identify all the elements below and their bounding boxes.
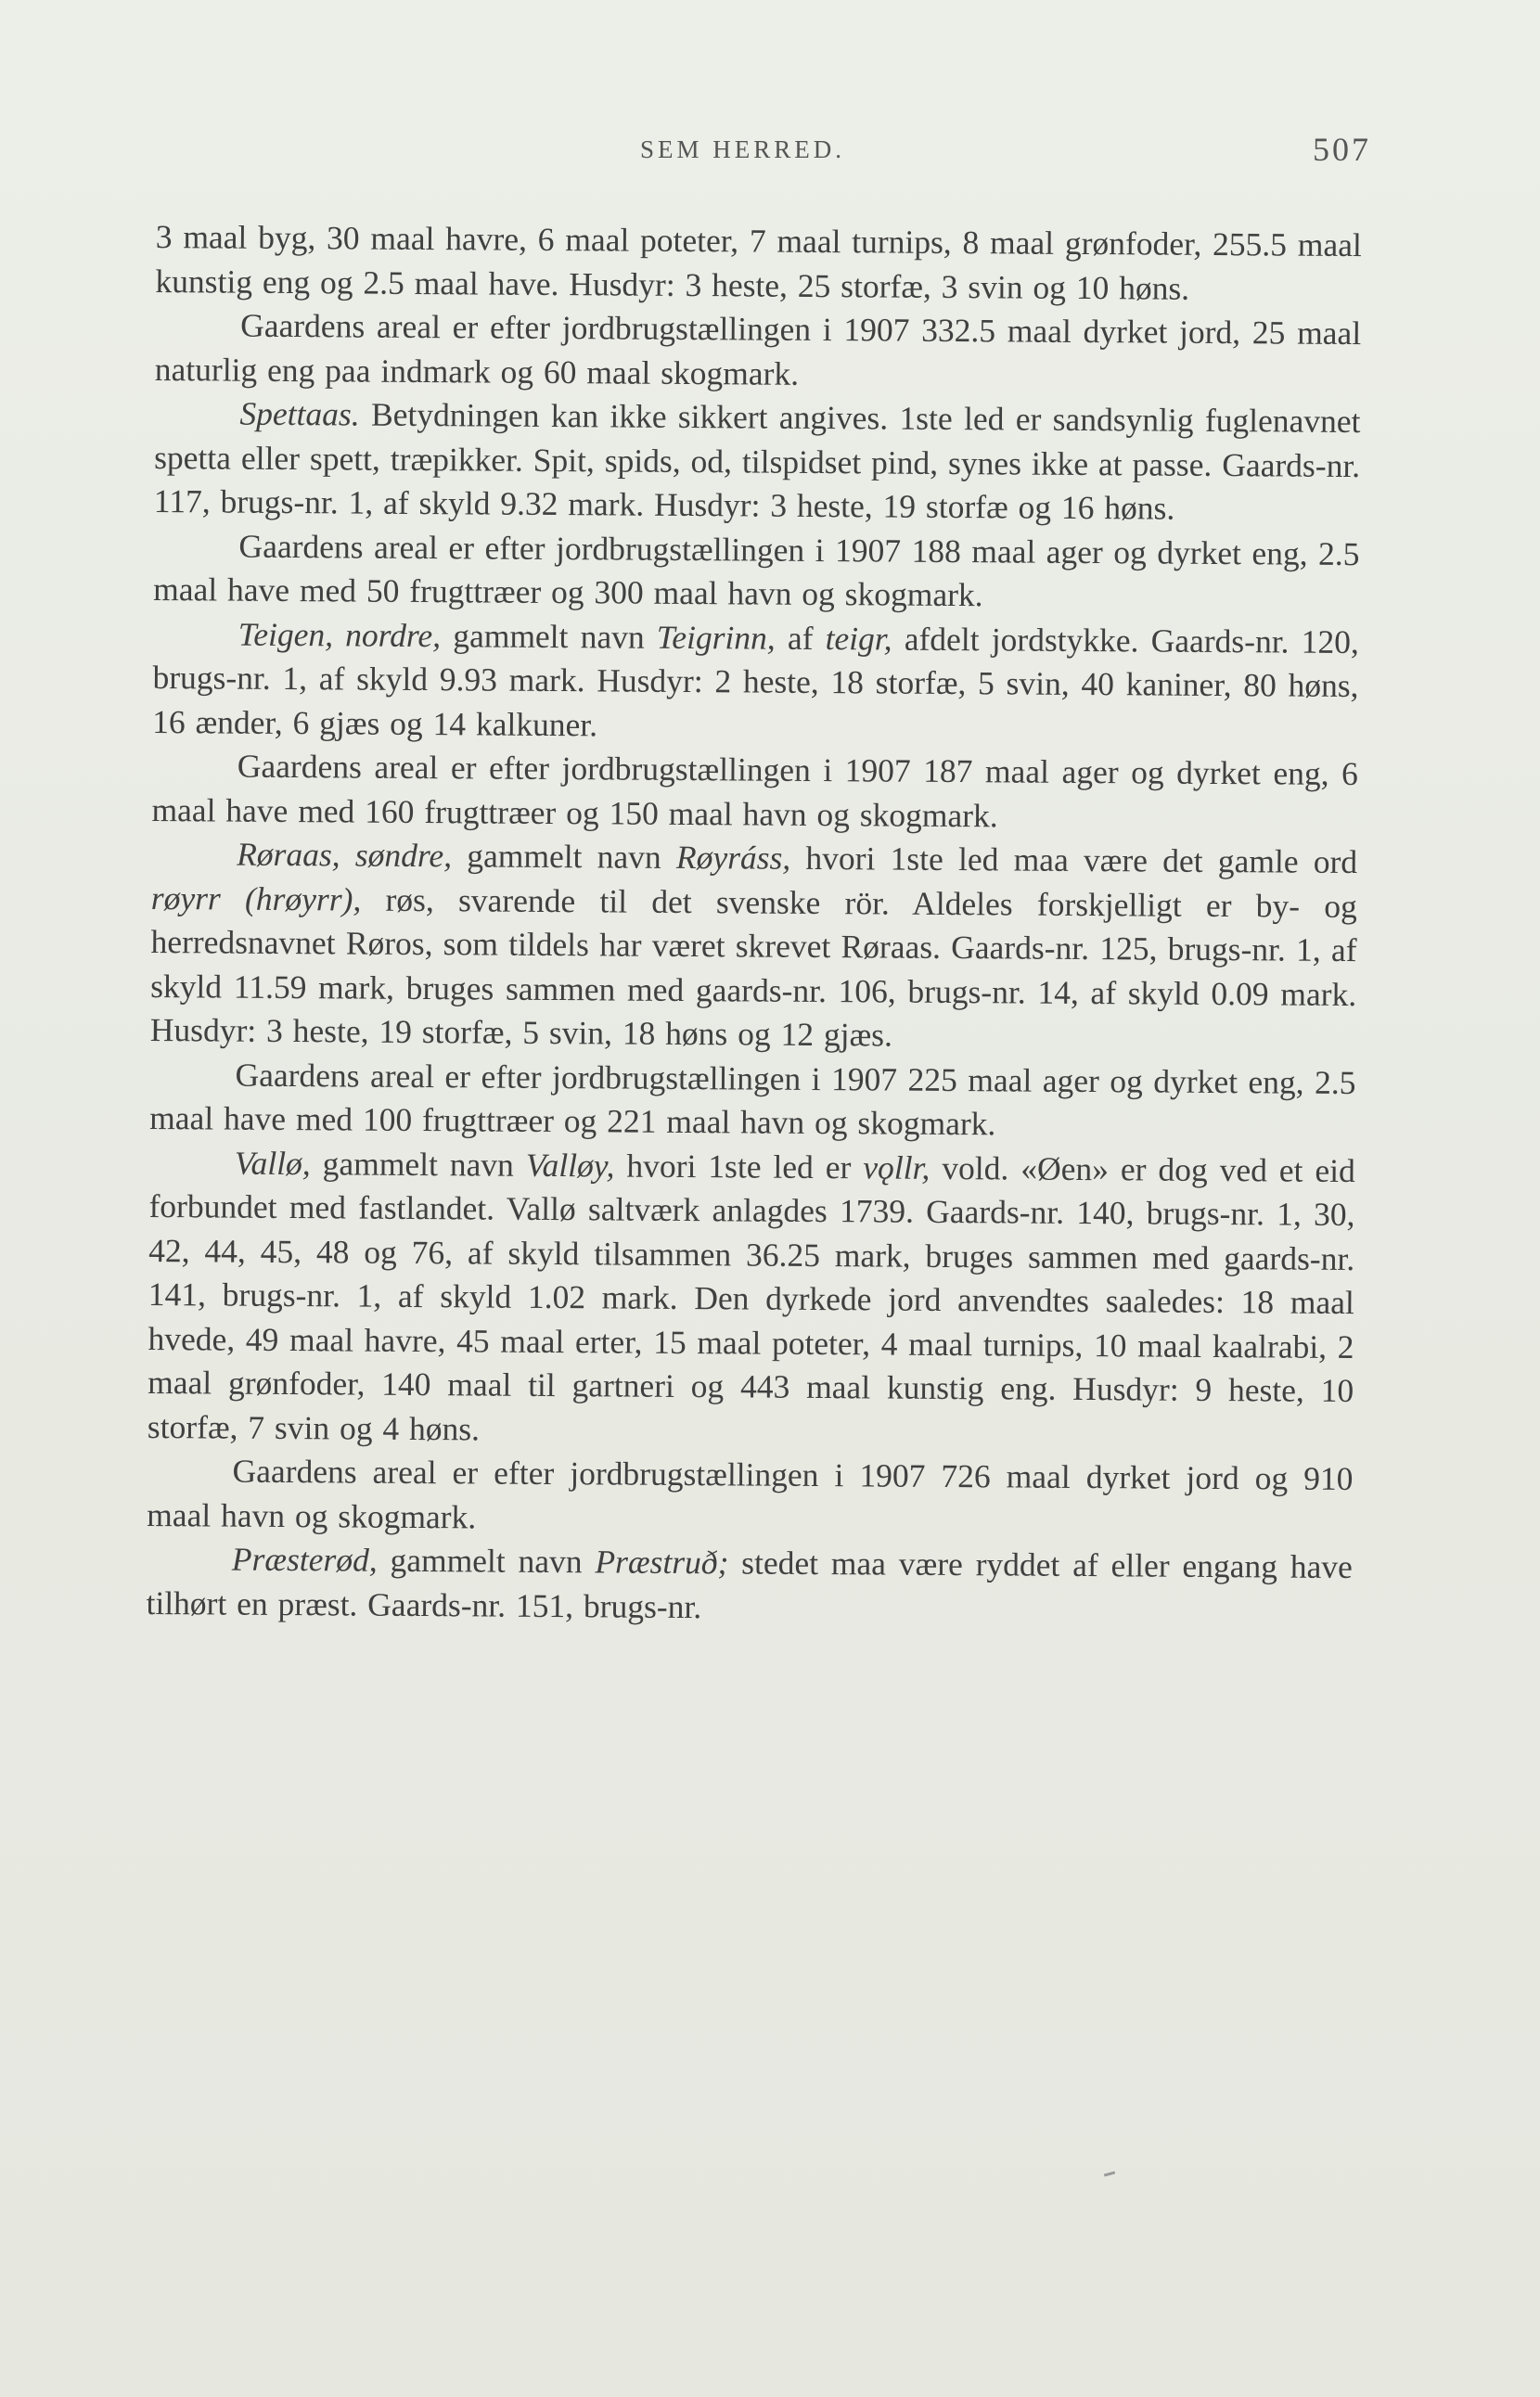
- paragraph-text: stedet maa være ryddet af eller engang have tilhørt en præst. Gaards-nr. 151, brugs-nr.: [146, 1544, 1354, 1625]
- paragraph-text: Gaardens areal er efter jordbrugstællingen i 1907 332.5 maal dyrket jord, 25 maal naturlig eng paa indmark og 60 maal skogmark.: [154, 306, 1362, 392]
- etymology-word: vǫllr,: [863, 1147, 930, 1186]
- paragraph-text: gammelt navn: [310, 1144, 526, 1184]
- paragraph-farm-vallo: [148, 1140, 1355, 1457]
- paragraph-text: gammelt navn: [440, 616, 657, 656]
- farm-name: Røraas, søndre,: [237, 835, 453, 875]
- paragraph-farm-spettaas: [154, 391, 1361, 532]
- paragraph-farm-roraas: [150, 832, 1358, 1061]
- paragraph-text: røs, svarende til det svenske rör. Aldeles forskjelligt er by- og herredsnavnet Røros, som tildels har været skrevet Røraas. Gaards-nr. 125, brugs-nr. 1, af skyld 11.59 mark, bruges sammen med gaards-nr. 106, brugs-nr. 14, af skyld 0.09 mark. Husdyr: 3 heste, 19 storfæ, 5 svin, 18 høns og 12 gjæs.: [149, 880, 1357, 1054]
- farm-name: Spettaas.: [239, 394, 360, 433]
- paragraph-text: Gaardens areal er efter jordbrugstællingen i 1907 188 maal ager og dyrket eng, 2.5 maal have med 50 frugttræer og 300 maal havn og skogmark.: [153, 527, 1360, 614]
- paragraph-text: gammelt navn: [451, 837, 677, 876]
- paragraph-continuation: [155, 215, 1362, 312]
- paragraph-text: hvori 1ste led er: [614, 1146, 864, 1186]
- etymology-word: røyrr (hrøyrr),: [150, 878, 362, 918]
- paragraph-text: Gaardens areal er efter jordbrugstællingen i 1907 225 maal ager og dyrket eng, 2.5 maal have med 100 frugttræer og 221 maal havn og skogmark.: [149, 1056, 1356, 1143]
- running-title: SEM HERRED.: [640, 135, 846, 163]
- paragraph-area: [149, 1052, 1356, 1148]
- paragraph-farm-teigen: [152, 611, 1359, 752]
- old-name: Præstruð;: [595, 1543, 729, 1582]
- paragraph-text: 3 maal byg, 30 maal havre, 6 maal poteter, 7 maal turnips, 8 maal grønfoder, 255.5 maal kunstig eng og 2.5 maal have. Husdyr: 3 heste, 25 storfæ, 3 svin og 10 høns.: [155, 217, 1362, 307]
- paragraph-text: gammelt navn: [377, 1541, 596, 1581]
- paragraph-text: hvori 1ste led maa være det gamle ord: [790, 839, 1358, 881]
- paragraph-text: Gaardens areal er efter jordbrugstællingen i 1907 726 maal dyrket jord og 910 maal havn og skogmark.: [147, 1452, 1354, 1535]
- etymology-word: teigr,: [825, 619, 892, 658]
- paragraph-area: [153, 523, 1360, 620]
- body-text: [146, 215, 1362, 1634]
- page-header: [156, 130, 1371, 176]
- farm-name: Præsterød,: [231, 1540, 378, 1579]
- farm-name: Teigen, nordre,: [237, 615, 442, 654]
- old-name: Valløy,: [525, 1146, 615, 1184]
- old-name: Røyráss,: [675, 838, 791, 877]
- paragraph-area: [147, 1449, 1354, 1545]
- paragraph-farm-praesterod: [146, 1537, 1353, 1634]
- paragraph-text: Gaardens areal er efter jordbrugstællingen i 1907 187 maal ager og dyrket eng, 6 maal have med 160 frugttræer og 150 maal havn og skogmark.: [151, 747, 1358, 834]
- paragraph-text: Betydningen kan ikke sikkert angives. 1ste led er sandsynlig fuglenavnet spetta eller spett, træpikker. Spit, spids, od, tilspidset pind, synes ikke at passe. Gaards-nr. 117, brugs-nr. 1, af skyld 9.32 mark. Husdyr: 3 heste, 19 storfæ og 16 høns.: [153, 395, 1361, 527]
- paragraph-area: [151, 744, 1358, 840]
- old-name: Teigrinn,: [656, 618, 776, 657]
- paragraph-text: vold. «Øen» er dog ved et eid forbundet med fastlandet. Vallø saltværk anlagdes 1739. Gaards-nr. 140, brugs-nr. 1, 30, 42, 44, 45, 48 og 76, af skyld tilsammen 36.25 mark, bruges sammen med gaards-nr. 141, brugs-nr. 1, af skyld 1.02 mark. Den dyrkede jord anvendtes saaledes: 18 maal hvede, 49 maal havre, 45 maal erter, 15 maal poteter, 4 maal turnips, 10 maal kaalrabi, 2 maal grønfoder, 140 maal til gartneri og 443 maal kunstig eng. Husdyr: 9 heste, 10 storfæ, 7 svin og 4 høns.: [147, 1148, 1355, 1447]
- paragraph-area: [155, 303, 1362, 400]
- paragraph-text: afdelt jordstykke. Gaards-nr. 120, brugs-nr. 1, af skyld 9.93 mark. Husdyr: 2 heste, 18 storfæ, 5 svin, 40 kaniner, 80 høns, 16 ænder, 6 gjæs og 14 kalkuner.: [152, 620, 1359, 743]
- page-number: 507: [1313, 131, 1371, 168]
- farm-name: Vallø,: [234, 1144, 311, 1182]
- paragraph-text: af: [775, 619, 826, 657]
